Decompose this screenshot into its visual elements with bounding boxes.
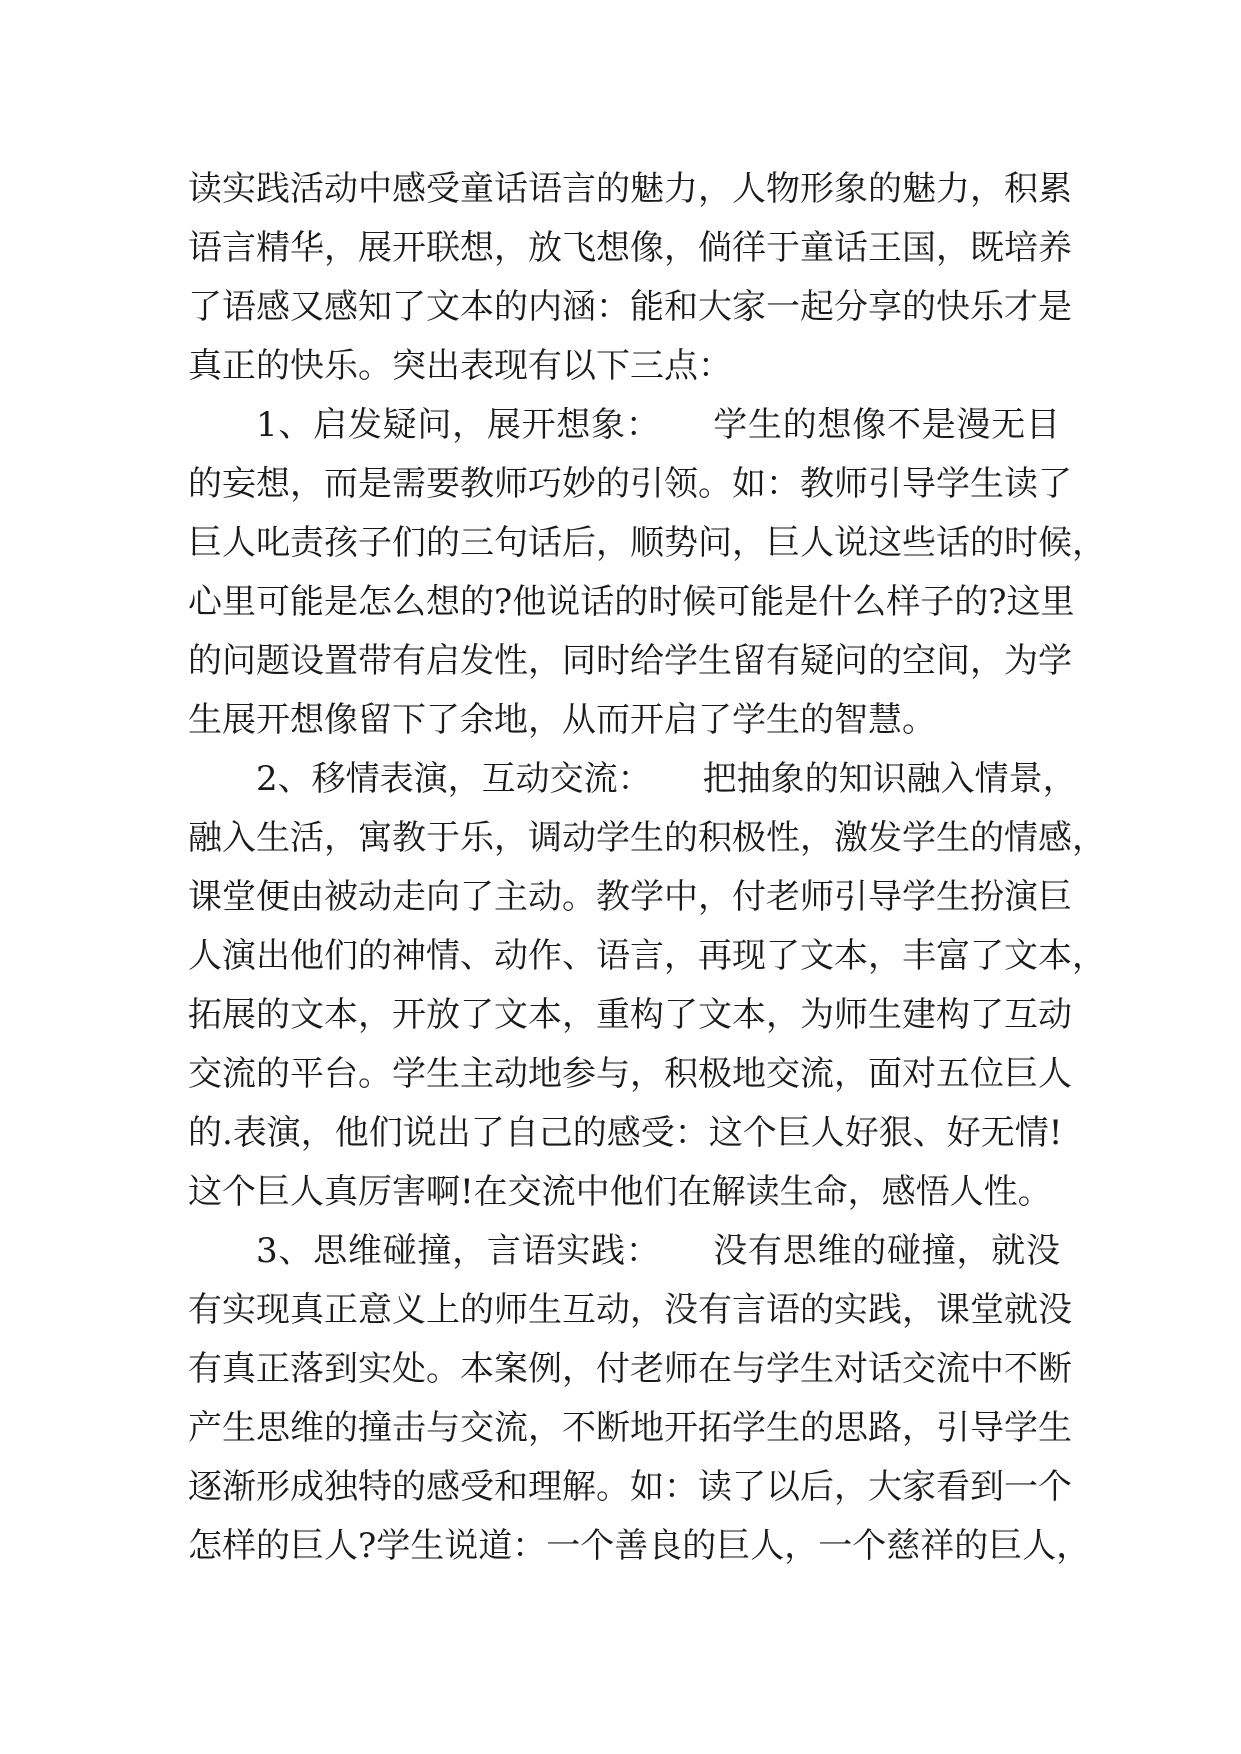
text-line: 的问题设置带有启发性，同时给学生留有疑问的空间，为学 [188,641,1072,681]
text-line: 融入生活，寓教于乐，调动学生的积极性，激发学生的情感， [188,818,1106,858]
text-line: 巨人叱责孩子们的三句话后，顺势问，巨人说这些话的时候， [188,523,1106,563]
text-line: 有真正落到实处。本案例，付老师在与学生对话交流中不断 [188,1349,1072,1389]
text-line: 语言精华，展开联想，放飞想像，倘徉于童话王国，既培养 [188,228,1072,268]
section-heading-line: 2、移情表演，互动交流： 把抽象的知识融入情景， [256,759,1077,799]
section-heading-line: 3、思维碰撞，言语实践： 没有思维的碰撞，就没 [256,1231,1060,1271]
text-line: 心里可能是怎么想的?他说话的时候可能是什么样子的?这里 [188,582,1075,622]
text-line: 真正的快乐。突出表现有以下三点： [188,346,732,386]
section-heading-line: 1、启发疑问，展开想象： 学生的想像不是漫无目 [256,405,1060,445]
text-line: 课堂便由被动走向了主动。教学中，付老师引导学生扮演巨 [188,877,1072,917]
body-text [188,160,1106,1576]
text-line: 的.表演，他们说出了自己的感受：这个巨人好狠、好无情! [188,1113,1063,1153]
text-line: 人演出他们的神情、动作、语言，再现了文本，丰富了文本， [188,936,1106,976]
text-line: 有实现真正意义上的师生互动，没有言语的实践，课堂就没 [188,1290,1072,1330]
text-line: 拓展的文本，开放了文本，重构了文本，为师生建构了互动 [188,995,1072,1035]
text-line: 的妄想，而是需要教师巧妙的引领。如：教师引导学生读了 [188,464,1072,504]
text-line: 交流的平台。学生主动地参与，积极地交流，面对五位巨人 [188,1054,1072,1094]
text-line: 这个巨人真厉害啊!在交流中他们在解读生命，感悟人性。 [188,1172,1052,1212]
text-line: 逐渐形成独特的感受和理解。如：读了以后，大家看到一个 [188,1467,1072,1507]
text-line: 读实践活动中感受童话语言的魅力，人物形象的魅力，积累 [188,169,1072,209]
text-line: 产生思维的撞击与交流，不断地开拓学生的思路，引导学生 [188,1408,1072,1448]
text-line: 怎样的巨人?学生说道：一个善良的巨人，一个慈祥的巨人， [188,1526,1091,1566]
text-line: 了语感又感知了文本的内涵：能和大家一起分享的快乐才是 [188,287,1072,327]
text-line: 生展开想像留下了余地，从而开启了学生的智慧。 [188,700,936,740]
